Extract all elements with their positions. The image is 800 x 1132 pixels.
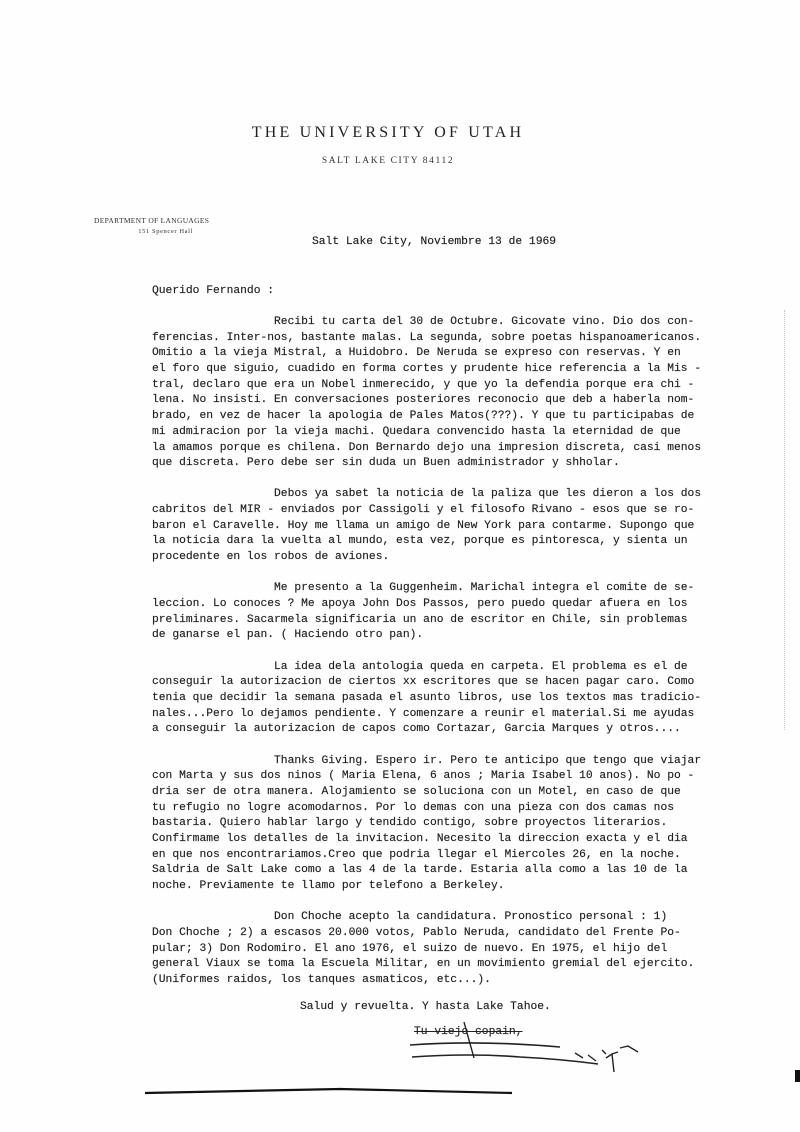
text-line: Omitio a la vieja Mistral, a Huidobro. De Neruda se expreso con reservas. Y en — [152, 347, 681, 360]
bottom-rule — [145, 1089, 512, 1093]
text-line: tu refugio no logre acomodarnos. Por lo demas con una pieza con dos camas nos — [152, 801, 675, 814]
letter-paragraph — [152, 660, 800, 738]
text-line: leccion. Lo conoces ? Me apoya John Dos Passos, pero puedo quedar afuera en los — [152, 598, 688, 610]
text-line: que discreta. Pero debe ser sin duda un Buen administrador y shholar. — [152, 457, 620, 470]
text-line: mi admiracion por la vieja machi. Quedara convencido hasta la eternidad de que — [152, 425, 681, 438]
text-line: ferencias. Inter-nos, bastante malas. La segunda, sobre poetas hispanoamericanos. — [152, 331, 702, 344]
signature-underline-2 — [412, 1055, 598, 1064]
signature-scribble — [575, 1046, 638, 1072]
text-line: el foro que siguio, cuadido en forma cortes y prudente hice referencia a la Mis - — [152, 363, 702, 376]
text-line: Don Choche ; 2) a escasos 20.000 votos, Pablo Neruda, candidato del Frente Po- — [152, 926, 681, 939]
text-line: la noticia dara la vuelta al mundo, esta vez, porque es pintoresca, y sienta un — [152, 535, 688, 548]
closing-line: Salud y revuelta. Y hasta Lake Tahoe. — [300, 1001, 551, 1013]
text-line: Thanks Giving. Espero ir. Pero te anticipo que tengo que viajar — [152, 754, 702, 767]
text-line: procedente en los robos de aviones. — [152, 551, 390, 564]
letter-paragraph — [152, 910, 800, 988]
text-line: cabritos del MIR - enviados por Cassigoli y el filosofo Rivano - esos que se ro- — [152, 504, 695, 517]
text-line: pular; 3) Don Rodomiro. El ano 1976, el suizo de nuevo. En 1975, el hijo del — [152, 942, 668, 955]
text-line: preliminares. Sacarmela significaria un ano de escritor en Chile, sin problemas — [152, 613, 688, 626]
text-line: dria ser de otra manera. Alojamiento se soluciona con un Motel, en caso de que — [152, 785, 681, 798]
text-line: (Uniformes raidos, los tanques asmaticos, etc...). — [152, 973, 491, 986]
text-line: conseguir la autorizacion de ciertos xx escritores que se hacen pagar caro. Como — [152, 676, 695, 689]
text-line: nales...Pero lo dejamos pendiente. Y comenzare a reunir el material.Si me ayudas — [152, 707, 695, 720]
text-line: en que nos encontrariamos.Creo que podria llegar el Miercoles 26, en la noche. — [152, 848, 681, 861]
text-line: tral, declaro que era un Nobel inmerecido, y que yo la defendia porque era chi - — [152, 378, 695, 391]
text-line: Me presento a la Guggenheim. Marichal integra el comite de se- — [152, 582, 695, 595]
text-line: Recibi tu carta del 30 de Octubre. Gicovate vino. Dio dos con- — [152, 316, 695, 328]
letter-paragraph — [152, 754, 800, 895]
text-line: tenia que decidir la semana pasada el asunto libros, use los textos mas tradicio- — [152, 691, 702, 704]
text-line: Saldria de Salt Lake como a las 4 de la tarde. Estaria alla como a las 10 de la — [152, 864, 688, 877]
text-line: la amamos porque es chilena. Don Bernardo dejo una impresion discreta, casi menos — [152, 441, 702, 454]
text-line: de ganarse el pan. ( Haciendo otro pan). — [152, 629, 424, 642]
text-line: brado, en vez de hacer la apologia de Pales Matos(???). Y que tu participabas de — [152, 410, 695, 423]
letter-paragraph — [152, 581, 800, 644]
letter-body — [152, 315, 800, 1004]
text-line: La idea dela antologia queda en carpeta. El problema es el de — [152, 660, 688, 673]
text-line: a conseguir la autorizacion de capos como Cortazar, Garcia Marques y otros.... — [152, 723, 681, 736]
struck-signoff: Tu viejo copain, — [414, 1026, 523, 1038]
signature-underline-1 — [410, 1043, 560, 1047]
text-line: Don Choche acepto la candidatura. Pronostico personal : 1) — [152, 911, 668, 924]
text-line: baron el Caravelle. Hoy me llama un amigo de New York para contarme. Supongo que — [152, 519, 695, 532]
department-name: DEPARTMENT OF LANGUAGES — [94, 216, 210, 225]
letterhead-city: SALT LAKE CITY 84112 — [321, 156, 455, 166]
text-line: Debos ya sabet la noticia de la paliza que les dieron a los dos — [152, 488, 702, 501]
text-line: lena. No insisti. En conversaciones posteriores reconocio que deb a haberla nom- — [152, 394, 695, 407]
letter-paragraph — [152, 315, 800, 472]
department-block — [94, 215, 209, 237]
margin-artifact — [784, 310, 787, 730]
text-line: noche. Previamente te llamo por telefono a Berkeley. — [152, 880, 505, 892]
text-line: Confirmame los detalles de la invitacion. Necesito la direccion exacta y el dia — [152, 832, 688, 845]
salutation: Querido Fernando : — [152, 285, 275, 297]
edge-artifact — [795, 1070, 800, 1082]
date-line: Salt Lake City, Noviembre 13 de 1969 — [312, 236, 557, 248]
letterhead-institution: THE UNIVERSITY OF UTAH — [251, 124, 525, 141]
text-line: general Viaux se toma la Escuela Militar, en un movimiento gremial del ejercito. — [152, 958, 695, 971]
letter-paragraph — [152, 487, 800, 565]
text-line: con Marta y sus dos ninos ( Maria Elena, 6 anos ; Maria Isabel 10 anos). No po - — [152, 770, 695, 783]
text-line: bastaria. Quiero hablar largo y tendido contigo, sobre proyectos literarios. — [152, 817, 668, 830]
department-address: 151 Spencer Hall — [138, 228, 193, 235]
